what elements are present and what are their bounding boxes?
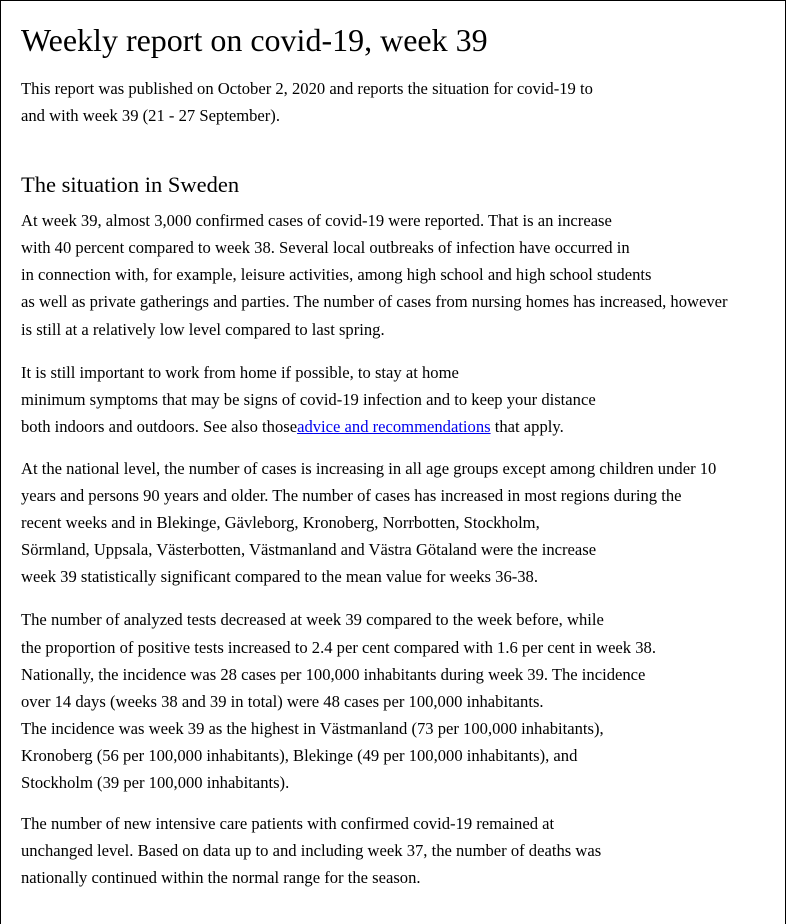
intensive-care-paragraph <box>21 810 785 891</box>
paragraph-line <box>21 413 785 440</box>
intro-line: and with week 39 (21 - 27 September). <box>21 106 280 126</box>
advice-recommendations-link[interactable]: advice and recommendations <box>297 416 491 436</box>
national-level-paragraph <box>21 455 785 590</box>
paragraph-line: years and persons 90 years and older. The number of cases has increased in most regions during the <box>21 486 682 506</box>
cases-paragraph <box>21 207 785 342</box>
paragraph-line: recent weeks and in Blekinge, Gävleborg, Kronoberg, Norrbotten, Stockholm, <box>21 513 540 533</box>
paragraph-line: with 40 percent compared to week 38. Several local outbreaks of infection have occurred in <box>21 238 630 258</box>
paragraph-line: The incidence was week 39 as the highest in Västmanland (73 per 100,000 inhabitants), <box>21 718 604 738</box>
paragraph-text: that apply. <box>490 416 564 436</box>
advice-paragraph <box>21 359 785 440</box>
paragraph-line: Stockholm (39 per 100,000 inhabitants). <box>21 772 290 792</box>
intro-paragraph <box>21 75 785 129</box>
paragraph-line: minimum symptoms that may be signs of covid-19 infection and to keep your distance <box>21 389 596 409</box>
page-title: Weekly report on covid-19, week 39 <box>21 22 488 58</box>
paragraph-line: over 14 days (weeks 38 and 39 in total) were 48 cases per 100,000 inhabitants. <box>21 691 544 711</box>
paragraph-line: unchanged level. Based on data up to and including week 37, the number of deaths was <box>21 841 602 861</box>
paragraph-line: Nationally, the incidence was 28 cases per 100,000 inhabitants during week 39. The incidence <box>21 664 646 684</box>
paragraph-line: Kronoberg (56 per 100,000 inhabitants), Blekinge (49 per 100,000 inhabitants), and <box>21 745 578 765</box>
paragraph-line: week 39 statistically significant compared to the mean value for weeks 36-38. <box>21 567 539 587</box>
paragraph-line: as well as private gatherings and parties. The number of cases from nursing homes has increased, however <box>21 292 728 312</box>
paragraph-line: the proportion of positive tests increased to 2.4 per cent compared with 1.6 per cent in week 38. <box>21 637 656 657</box>
paragraph-line: The number of analyzed tests decreased at week 39 compared to the week before, while <box>21 610 604 630</box>
paragraph-line: in connection with, for example, leisure activities, among high school and high school students <box>21 265 652 285</box>
paragraph-line: At week 39, almost 3,000 confirmed cases of covid-19 were reported. That is an increase <box>21 211 612 231</box>
paragraph-line: Sörmland, Uppsala, Västerbotten, Västmanland and Västra Götaland were the increase <box>21 540 597 560</box>
paragraph-line: is still at a relatively low level compared to last spring. <box>21 319 385 339</box>
paragraph-line: It is still important to work from home if possible, to stay at home <box>21 362 459 382</box>
tests-paragraph <box>21 606 785 796</box>
paragraph-line: nationally continued within the normal range for the season. <box>21 868 421 888</box>
section-heading: The situation in Sweden <box>21 172 240 198</box>
paragraph-text: both indoors and outdoors. See also those <box>21 416 298 436</box>
report-page <box>1 1 785 891</box>
paragraph-line: At the national level, the number of cases is increasing in all age groups except among children under 10 <box>21 458 717 478</box>
intro-line: This report was published on October 2, 2020 and reports the situation for covid-19 to <box>21 79 593 98</box>
paragraph-line: The number of new intensive care patients with confirmed covid-19 remained at <box>21 814 555 834</box>
